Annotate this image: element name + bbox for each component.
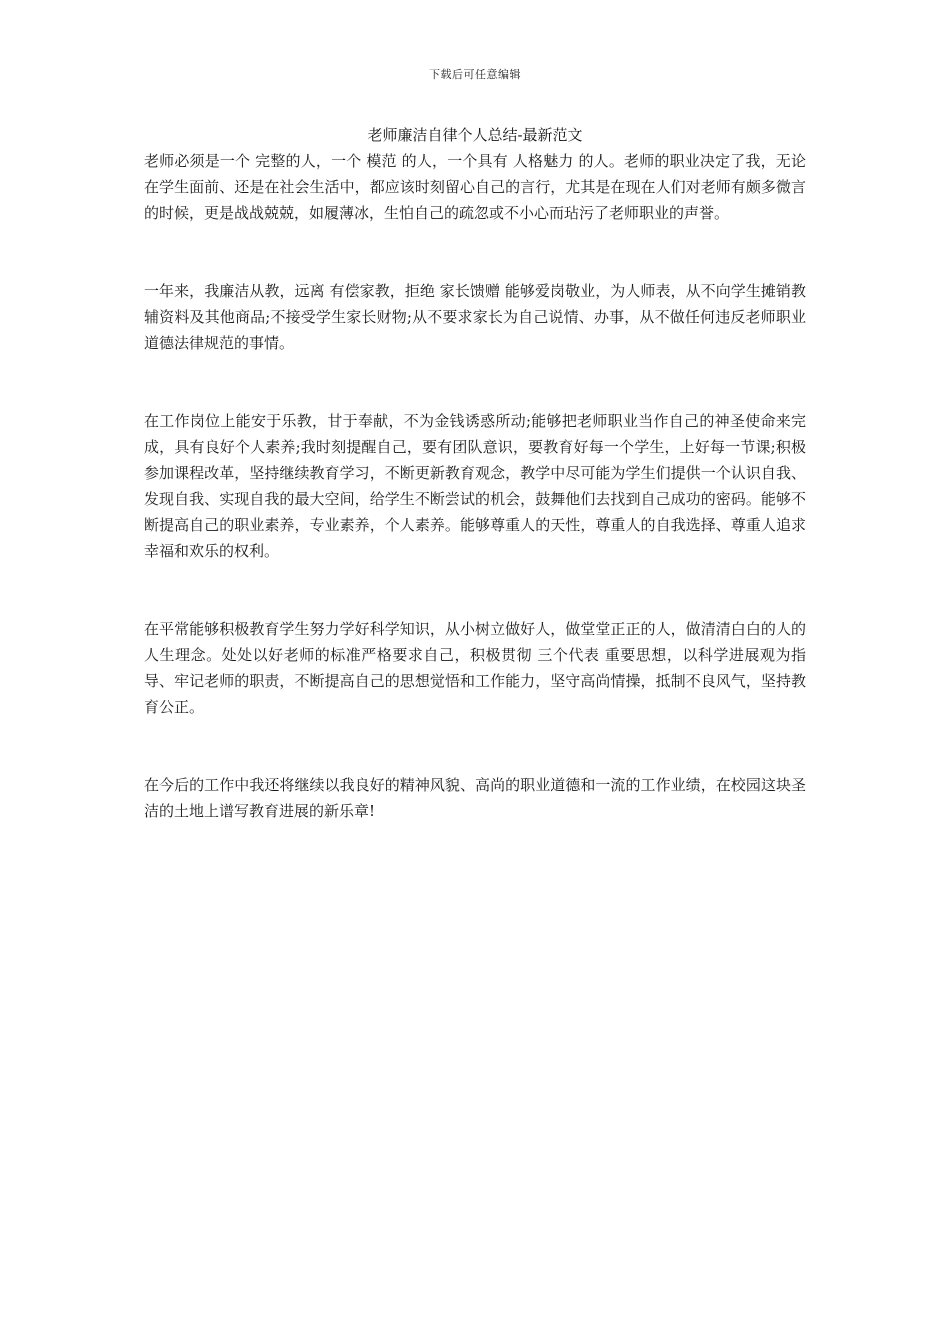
paragraph-3: 在工作岗位上能安于乐教，甘于奉献，不为金钱诱惑所动;能够把老师职业当作自己的神圣使命来完成，具有良好个人素养;我时刻提醒自己，要有团队意识，要教育好每一个学生，上好每一节课;积极参加课程改革，坚持继续教育学习，不断更新教育观念，教学中尽可能为学生们提供一个认识自我、发现自我、实现自我的最大空间，给学生不断尝试的机会，鼓舞他们去找到自己成功的密码。能够不断提高自己的职业素养，专业素养，个人素养。能够尊重人的天性，尊重人的自我选择、尊重人追求幸福和欢乐的权利。: [144, 412, 806, 560]
paragraph-4: 在平常能够积极教育学生努力学好科学知识，从小树立做好人，做堂堂正正的人，做清清白白的人的人生理念。处处以好老师的标准严格要求自己，积极贯彻 三个代表 重要思想，以科学进展观为指导、牢记老师的职责，不断提高自己的思想觉悟和工作能力，坚守高尚情操，抵制不良风气，坚持教育公正。: [144, 620, 806, 716]
document-title: 老师廉洁自律个人总结-最新范文: [367, 126, 583, 144]
paragraph-1: 老师必须是一个 完整的人，一个 模范 的人，一个具有 人格魅力 的人。老师的职业决定了我，无论在学生面前、还是在社会生活中，都应该时刻留心自己的言行，尤其是在现在人们对老师有颇多微言的时候，更是战战兢兢，如履薄冰，生怕自己的疏忽或不小心而玷污了老师职业的声誉。: [144, 152, 806, 222]
document-body: [144, 148, 806, 824]
paragraph-2: 一年来，我廉洁从教，远离 有偿家教，拒绝 家长馈赠 能够爱岗敬业，为人师表，从不向学生摊销教辅资料及其他商品;不接受学生家长财物;从不要求家长为自己说情、办事，从不做任何违反老师职业道德法律规范的事情。: [144, 282, 806, 352]
header-note: 下载后可任意编辑: [429, 68, 521, 81]
paragraph-5: 在今后的工作中我还将继续以我良好的精神风貌、高尚的职业道德和一流的工作业绩，在校园这块圣洁的土地上谱写教育进展的新乐章!: [144, 776, 806, 820]
